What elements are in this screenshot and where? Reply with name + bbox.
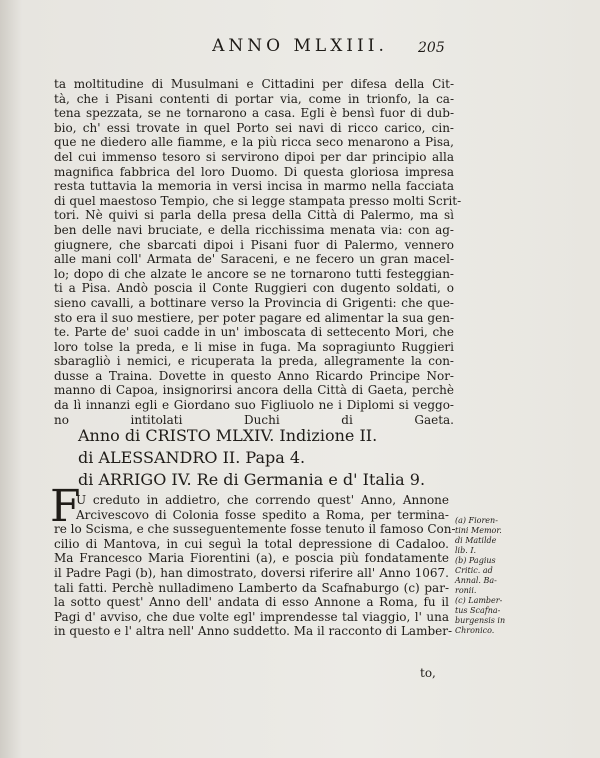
text-line: que ne diedero alle fiamme, e la più ricca seco menarono a Pisa, — [54, 135, 454, 150]
note-line: ronii. — [455, 586, 477, 595]
note-line: di Matilde — [455, 536, 497, 545]
page-number: 205 — [418, 40, 445, 56]
running-head: ANNO MLXIII. — [212, 36, 388, 56]
text-line: dusse a Traina. Dovette in questo Anno Ricardo Principe Nor- — [54, 368, 454, 383]
text-line: ta moltitudine di Musulmani e Cittadini per difesa della Cit- — [54, 77, 454, 91]
text-line: manno di Capoa, insignorirsi ancora della Città di Gaeta, perchè — [54, 383, 454, 398]
text-line: te. Parte de' suoi cadde in un' imboscata di settecento Mori, che — [54, 325, 454, 340]
text-line: ben delle navi bruciate, e della ricchissima menata via: con ag- — [54, 222, 454, 237]
note-line: Chronico. — [455, 626, 495, 635]
text-line: lo; dopo di che alzate le ancore se ne tornarono tutti festeggian- — [54, 266, 454, 281]
text-line: Arcivescovo di Colonia fosse spedito a Roma, per termina- — [76, 507, 449, 522]
text-line: no intitolati Duchi di Gaeta. — [54, 412, 454, 427]
note-line: tus Scafna- — [455, 606, 501, 615]
text-line: ti a Pisa. Andò poscia il Conte Ruggieri con dugento soldati, o — [54, 281, 454, 296]
text-line: tori. Nè quivi si parla della presa della Città di Palermo, ma sì — [54, 208, 454, 223]
catchword: to, — [420, 666, 436, 680]
note-line: Annal. Ba- — [455, 576, 497, 585]
text-line: tali fatti. Perchè nulladimeno Lamberto da Scafnaburgo (c) par- — [54, 580, 449, 595]
main-paragraph — [54, 493, 456, 639]
note-line: (b) Pagius — [455, 556, 496, 565]
text-line: tena spezzata, se ne tornarono a casa. Egli è bensì fuor di dub- — [54, 106, 454, 121]
text-line: Ma Francesco Maria Fiorentini (a), e poscia più fondatamente — [54, 551, 449, 566]
margin-notes — [455, 516, 515, 636]
note-line: Critic. ad — [455, 566, 493, 575]
text-line: magnifica fabbrica del loro Duomo. Di questa gloriosa impresa — [54, 164, 454, 179]
drop-capital: F — [50, 481, 81, 532]
text-line: resta tuttavia la memoria in versi incisa in marmo nella facciata — [54, 179, 454, 194]
text-line: la sotto quest' Anno dell' andata di esso Annone a Roma, fu il — [54, 595, 449, 610]
year-heading — [78, 425, 425, 491]
heading-line: di ALESSANDRO II. Papa 4. — [78, 448, 306, 467]
note-line: lib. I. — [455, 546, 477, 555]
note-line: (a) Fioren- — [455, 516, 498, 525]
text-line: tà, che i Pisani contenti di portar via, come in trionfo, la ca- — [54, 91, 454, 106]
text-line: giugnere, che sbarcati dipoi i Pisani fuor di Palermo, vennero — [54, 237, 454, 252]
text-line: cilio di Mantova, in cui seguì la total depressione di Cadaloo. — [54, 536, 449, 551]
note-line: burgensis in — [455, 616, 506, 625]
text-line: bio, ch' essi trovate in quel Porto sei navi di ricco carico, cin- — [54, 120, 454, 135]
text-line: re lo Scisma, e che susseguentemente fosse tenuto il famoso Con- — [54, 522, 456, 537]
note-line: (c) Lamber- — [455, 596, 503, 605]
text-line: di quel maestoso Tempio, che si legge stampata presso molti Scrit- — [54, 193, 462, 208]
text-line: del cui immenso tesoro si servirono dipoi per dar principio alla — [54, 149, 454, 164]
text-line: da lì innanzi egli e Giordano suo Figliuolo ne i Diplomi si veggo- — [54, 398, 454, 413]
text-line: il Padre Pagi (b), han dimostrato, doversi riferire all' Anno 1067. — [54, 565, 449, 580]
heading-line: di ARRIGO IV. Re di Germania e d' Italia 9. — [78, 470, 426, 489]
text-line: sto era il suo mestiere, per poter pagare ed alimentar la sua gen- — [54, 310, 454, 325]
text-line: loro tolse la preda, e li mise in fuga. Ma sopragiunto Ruggieri — [54, 339, 454, 354]
text-line: alle mani coll' Armata de' Saraceni, e ne fecero un gran macel- — [54, 252, 454, 267]
heading-line: Anno di CRISTO MLXIV. Indizione II. — [78, 426, 378, 445]
text-line: Pagi d' avviso, che due volte egl' imprendesse tal viaggio, l' una — [54, 609, 449, 624]
continued-paragraph — [54, 77, 462, 427]
text-line: U creduto in addietro, che correndo quest' Anno, Annone — [76, 493, 449, 507]
note-line: tini Memor. — [455, 526, 502, 535]
text-line: sbaragliò i nemici, e ricuperata la preda, allegramente la con- — [54, 354, 454, 369]
text-line: sieno cavalli, a bottinare verso la Provincia di Grigenti: che que- — [54, 295, 454, 310]
text-line: in questo e l' altra nell' Anno suddetto. Ma il racconto di Lamber- — [54, 624, 453, 639]
